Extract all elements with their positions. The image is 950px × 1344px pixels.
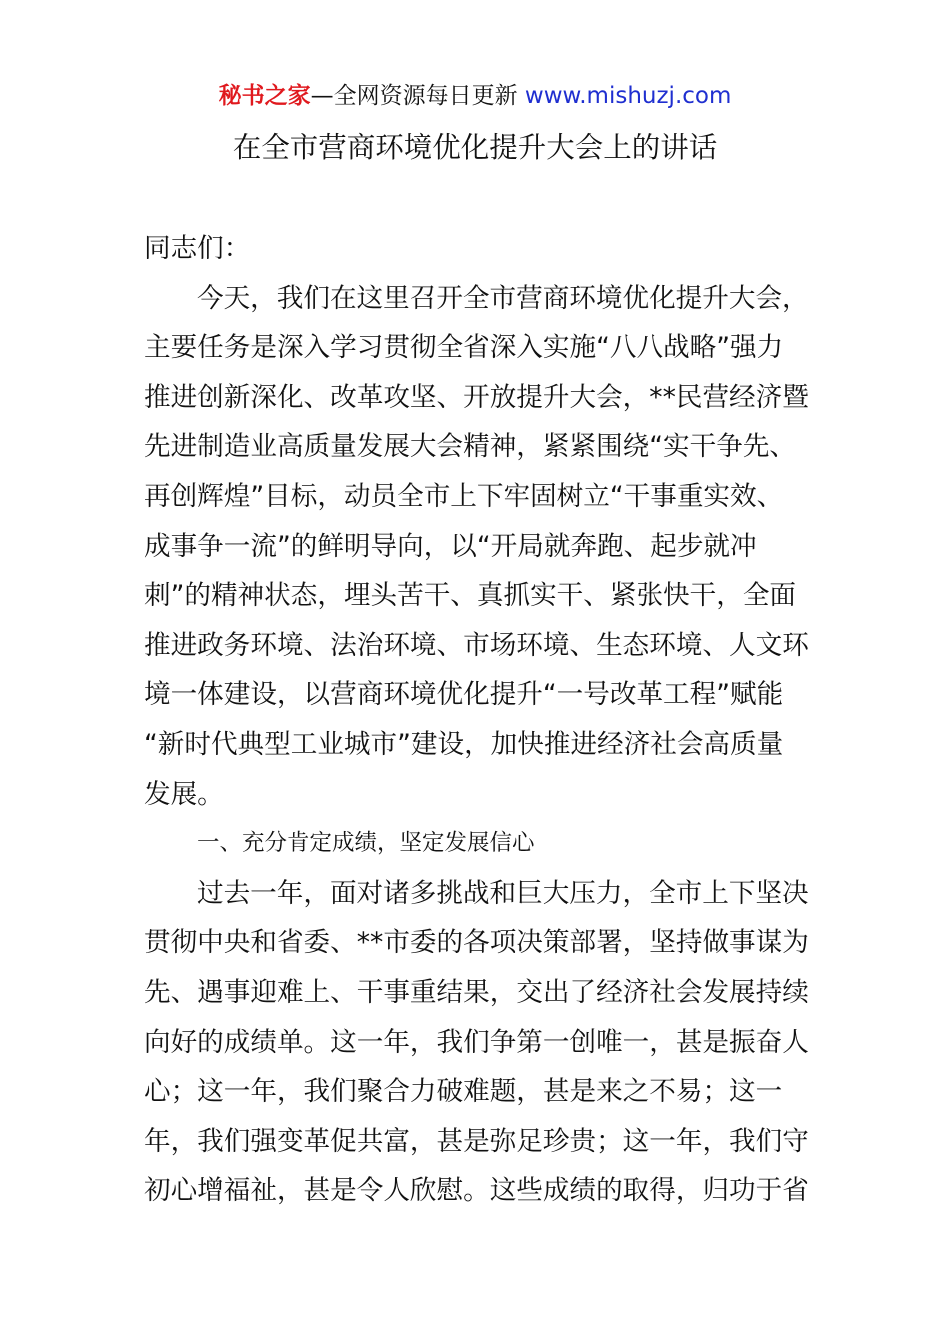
paragraph-line: 推进政务环境、法治环境、市场环境、生态环境、人文环 [144, 629, 809, 661]
section-heading: 一、充分肯定成绩，坚定发展信心 [197, 830, 535, 857]
paragraph-line: 发展。 [144, 778, 224, 810]
paragraph-line: 初心增福祉，甚是令人欣慰。这些成绩的取得，归功于省 [144, 1175, 809, 1207]
paragraph-line: 向好的成绩单。这一年，我们争第一创唯一，甚是振奋人 [144, 1026, 809, 1058]
paragraph-line: 主要任务是深入学习贯彻全省深入实施“八八战略”强力 [144, 332, 784, 364]
site-brand: 秘书之家 [218, 83, 311, 109]
site-tagline: —全网资源每日更新 [310, 83, 525, 109]
site-header [0, 80, 950, 112]
paragraph-line: 先进制造业高质量发展大会精神，紧紧围绕“实干争先、 [144, 431, 797, 463]
paragraph-line: 境一体建设，以营商环境优化提升“一号改革工程”赋能 [144, 679, 784, 711]
paragraph-line: 过去一年，面对诸多挑战和巨大压力，全市上下坚决 [197, 877, 809, 909]
paragraph-line: 再创辉煌”目标，动员全市上下牢固树立“干事重实效、 [144, 480, 784, 512]
site-url-link[interactable]: www.mishuzj.com [524, 83, 732, 109]
paragraph-line: 推进创新深化、改革攻坚、开放提升大会，**民营经济暨 [144, 381, 809, 413]
paragraph-line: 刺”的精神状态，埋头苦干、真抓实干、紧张快干，全面 [144, 580, 797, 612]
paragraph-line: 先、遇事迎难上、干事重结果，交出了经济社会发展持续 [144, 976, 809, 1008]
paragraph-line: 今天，我们在这里召开全市营商环境优化提升大会， [197, 282, 809, 314]
paragraph-line: 年，我们强变革促共富，甚是弥足珍贵；这一年，我们守 [144, 1125, 809, 1157]
paragraph-line: 贯彻中央和省委、**市委的各项决策部署，坚持做事谋为 [144, 927, 809, 959]
paragraph-line: “新时代典型工业城市”建设，加快推进经济社会高质量 [144, 728, 784, 760]
paragraph-line: 心；这一年，我们聚合力破难题，甚是来之不易；这一 [144, 1076, 783, 1108]
salutation: 同志们： [144, 233, 251, 264]
document-body [144, 224, 808, 1216]
paragraph-line: 成事争一流”的鲜明导向，以“开局就奔跑、起步就冲 [144, 530, 757, 562]
document-title: 在全市营商环境优化提升大会上的讲话 [232, 131, 718, 164]
